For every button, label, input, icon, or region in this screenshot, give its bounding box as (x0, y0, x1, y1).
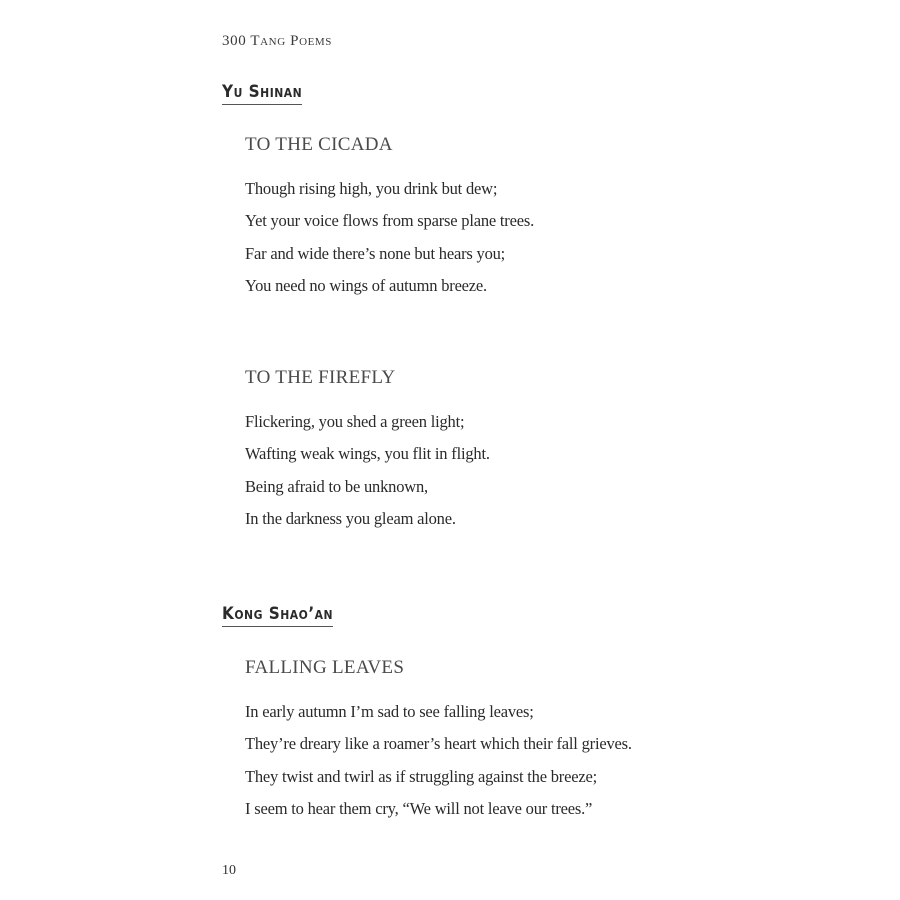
page-number: 10 (222, 863, 236, 878)
poem-line: Wafting weak wings, you flit in flight. (245, 444, 490, 464)
poem-lines-to-the-firefly (245, 406, 490, 535)
poem-lines-falling-leaves (245, 696, 632, 825)
poem-line: They twist and twirl as if struggling against the breeze; (245, 766, 597, 786)
running-head: 300 Tang Poems (222, 33, 333, 49)
poem-line: Being afraid to be unknown, (245, 476, 428, 496)
poem-title-to-the-firefly: TO THE FIREFLY (245, 367, 396, 388)
poem-line: You need no wings of autumn breeze. (245, 275, 487, 295)
poem-line: In early autumn I’m sad to see falling leaves; (245, 702, 534, 721)
poem-lines-to-the-cicada (245, 173, 534, 302)
poem-line: In the darkness you gleam alone. (245, 508, 456, 528)
poem-title-falling-leaves: FALLING LEAVES (245, 657, 405, 678)
poem-line: They’re dreary like a roamer’s heart which their fall grieves. (245, 734, 632, 754)
poet-name-yu-shinan: Yu Shinan (222, 82, 302, 105)
poem-line: Though rising high, you drink but dew; (245, 179, 498, 198)
poet-name-kong-shaoan: Kong Shao’an (222, 604, 333, 627)
poem-title-to-the-cicada: TO THE CICADA (245, 134, 393, 155)
poem-line: I seem to hear them cry, “We will not leave our trees.” (245, 798, 593, 818)
poem-line: Far and wide there’s none but hears you; (245, 243, 506, 263)
poem-line: Yet your voice flows from sparse plane trees. (245, 211, 534, 231)
poem-line: Flickering, you shed a green light; (245, 412, 465, 431)
